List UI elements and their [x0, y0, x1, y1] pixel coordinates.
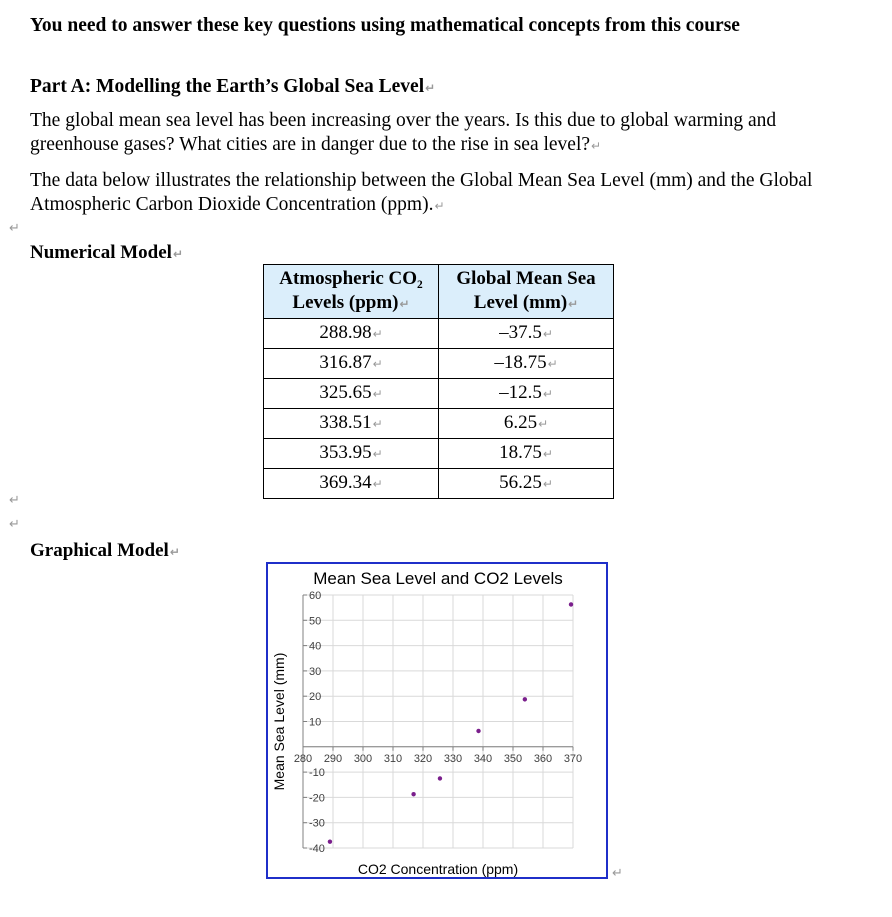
y-tick-label: 10	[309, 716, 322, 729]
paragraph-mark-icon: ↵	[372, 357, 383, 371]
cell-value: 353.95	[319, 442, 372, 463]
paragraph-mark-icon: ↵	[542, 477, 553, 491]
numerical-model-heading-text: Numerical Model	[30, 242, 172, 263]
table-row	[264, 379, 614, 409]
sea-level-cell	[439, 469, 614, 499]
data-description-paragraph	[30, 169, 860, 218]
paragraph-mark-icon: ↵	[399, 297, 410, 311]
x-tick-label: 290	[323, 752, 343, 765]
data-point	[569, 602, 573, 606]
x-tick-label: 350	[503, 752, 523, 765]
co2-cell	[264, 319, 439, 349]
data-table	[263, 264, 614, 499]
intro-paragraph	[30, 109, 860, 158]
table-header-co2	[264, 265, 439, 319]
paragraph-mark-icon: ↵	[568, 297, 579, 311]
y-tick-label: -40	[309, 843, 325, 855]
y-tick-label: 40	[309, 640, 322, 653]
cell-value: 316.87	[319, 352, 372, 373]
paragraph-mark-icon: ↵	[9, 493, 20, 508]
y-tick-label: 30	[309, 665, 322, 678]
cell-value: 325.65	[319, 382, 372, 403]
table-row	[264, 349, 614, 379]
cell-value: –37.5	[499, 322, 542, 343]
table-row	[264, 439, 614, 469]
co2-cell	[264, 379, 439, 409]
cell-value: 369.34	[319, 472, 372, 493]
instruction-text: You need to answer these key questions using mathematical concepts from this course	[30, 15, 740, 36]
co2-cell	[264, 409, 439, 439]
sea-level-cell	[439, 379, 614, 409]
x-axis-label: CO2 Concentration (ppm)	[357, 861, 519, 877]
paragraph-mark-icon: ↵	[591, 139, 602, 153]
x-tick-label: 300	[353, 752, 373, 765]
cell-value: 6.25	[503, 412, 538, 433]
paragraph-mark-icon: ↵	[547, 357, 558, 371]
y-tick-label: 20	[309, 691, 322, 704]
paragraph-mark-icon: ↵	[612, 866, 623, 881]
sea-level-cell	[439, 439, 614, 469]
cell-value: –18.75	[494, 352, 547, 373]
co2-cell	[264, 349, 439, 379]
cell-value: 288.98	[319, 322, 372, 343]
y-tick-label: 60	[309, 590, 322, 602]
table-header-row	[264, 265, 614, 319]
chart-frame[interactable]	[266, 562, 608, 879]
part-a-heading-text: Part A: Modelling the Earth’s Global Sea Level	[30, 76, 425, 97]
paragraph-mark-icon: ↵	[172, 247, 183, 261]
paragraph-mark-icon: ↵	[372, 387, 383, 401]
paragraph-mark-icon: ↵	[542, 447, 553, 461]
chart-title: Mean Sea Level and CO2 Levels	[313, 569, 563, 588]
paragraph-mark-icon: ↵	[542, 387, 553, 401]
data-point	[523, 697, 527, 701]
y-axis-label: Mean Sea Level (mm)	[271, 652, 287, 791]
paragraph-mark-icon: ↵	[9, 517, 20, 532]
sea-level-cell	[439, 349, 614, 379]
paragraph-mark-icon: ↵	[169, 545, 180, 559]
graphical-model-heading-text: Graphical Model	[30, 540, 169, 561]
table-row	[264, 319, 614, 349]
table-header-sea-level	[439, 265, 614, 319]
data-point	[328, 839, 332, 843]
data-point	[438, 776, 442, 780]
x-tick-label: 280	[293, 752, 313, 765]
y-tick-label: -10	[309, 767, 325, 780]
x-tick-label: 310	[383, 752, 403, 765]
paragraph-mark-icon: ↵	[372, 417, 383, 431]
part-a-heading	[30, 76, 435, 98]
paragraph-mark-icon: ↵	[434, 199, 445, 213]
x-tick-label: 330	[443, 752, 463, 765]
co2-cell	[264, 439, 439, 469]
data-point	[411, 792, 415, 796]
y-tick-label: 50	[309, 615, 322, 628]
paragraph-mark-icon: ↵	[372, 447, 383, 461]
table-header-co2-text: Atmospheric CO₂ Levels (ppm)	[279, 268, 423, 313]
cell-value: 18.75	[499, 442, 542, 463]
data-description-text: The data below illustrates the relationship between the Global Mean Sea Level (mm) and the Global Atmospheric Carbon Dioxide Concentration (ppm).	[30, 170, 813, 215]
co2-cell	[264, 469, 439, 499]
cell-value: 56.25	[499, 472, 542, 493]
data-point	[476, 729, 480, 733]
table-row	[264, 469, 614, 499]
table-row	[264, 409, 614, 439]
paragraph-mark-icon: ↵	[372, 327, 383, 341]
x-tick-label: 340	[473, 752, 493, 765]
intro-paragraph-text: The global mean sea level has been increasing over the years. Is this due to global warming and greenhouse gases? What cities are in danger due to the rise in sea level?	[30, 110, 777, 155]
paragraph-mark-icon: ↵	[542, 327, 553, 341]
paragraph-mark-icon: ↵	[9, 221, 20, 236]
sea-level-cell	[439, 409, 614, 439]
x-tick-label: 370	[563, 752, 583, 765]
numerical-model-heading	[30, 242, 183, 264]
x-tick-label: 320	[413, 752, 433, 765]
cell-value: –12.5	[499, 382, 542, 403]
y-tick-label: -30	[309, 817, 325, 830]
graphical-model-heading	[30, 540, 180, 562]
y-tick-label: -20	[309, 792, 325, 805]
paragraph-mark-icon: ↵	[425, 81, 436, 95]
paragraph-mark-icon: ↵	[538, 417, 549, 431]
x-tick-label: 360	[533, 752, 553, 765]
table-header-sea-level-text: Global Mean Sea Level (mm)	[456, 268, 596, 313]
scatter-chart	[268, 564, 606, 877]
paragraph-mark-icon: ↵	[372, 477, 383, 491]
sea-level-cell	[439, 319, 614, 349]
cell-value: 338.51	[319, 412, 372, 433]
